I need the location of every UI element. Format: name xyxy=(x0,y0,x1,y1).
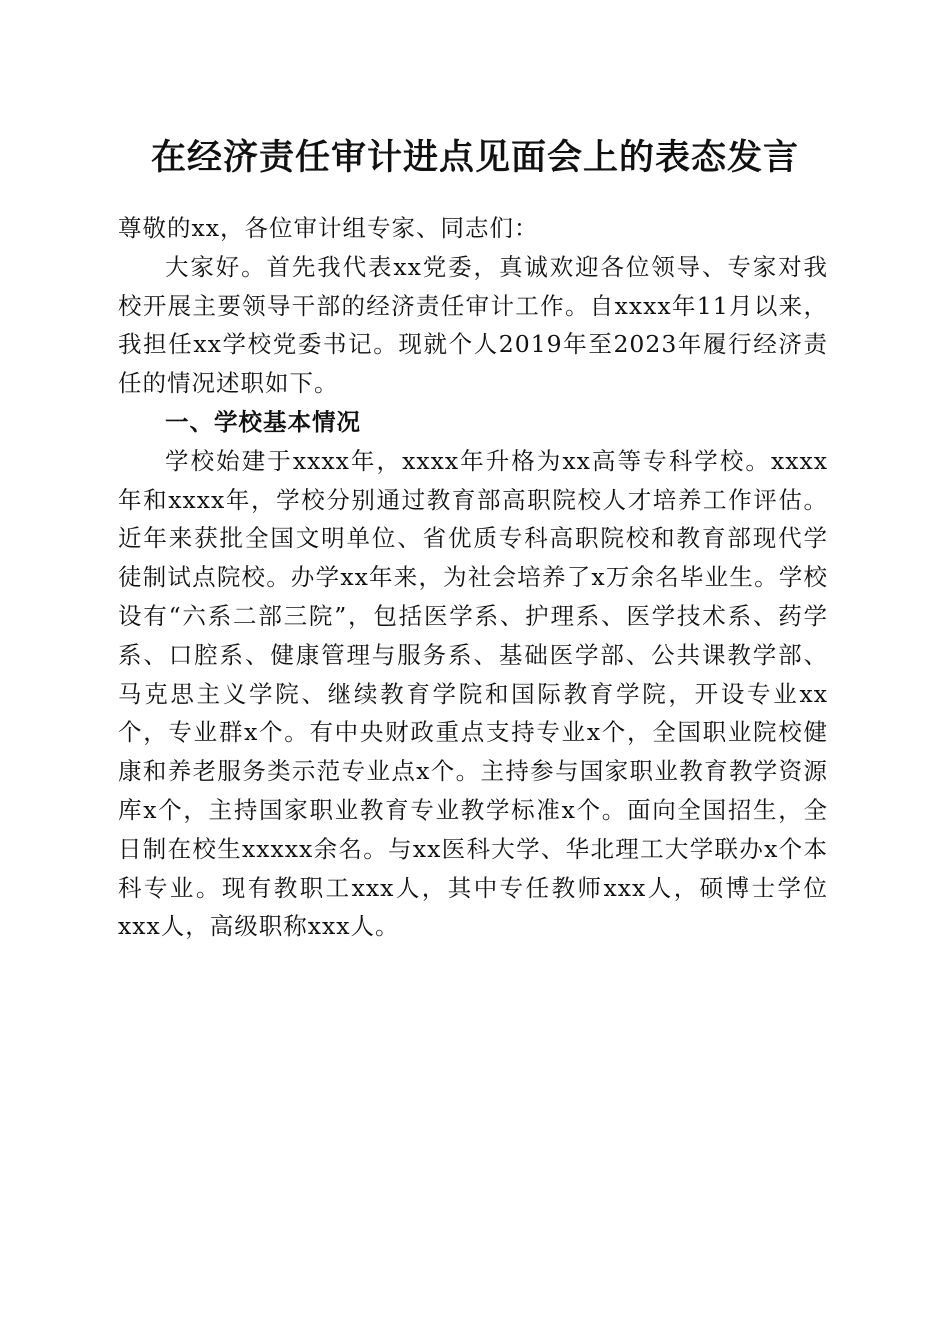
document-title: 在经济责任审计进点见面会上的表态发言 xyxy=(150,137,799,178)
section-heading: 一、学校基本情况 xyxy=(165,407,361,436)
school-overview-paragraph: 学校始建于xxxx年，xxxx年升格为xx高等专科学校。xxxx年和xxxx年，学校分别通过教育部高职院校人才培养工作评估。近年来获批全国文明单位、省优质专科高职院校和教育部现代学徒制试点院校。办学xx年来，为社会培养了x万余名毕业生。学校设有“六系二部三院”，包括医学系、护理系、医学技术系、药学系、口腔系、健康管理与服务系、基础医学部、公共课教学部、马克思主义学院、继续教育学院和国际教育学院，开设专业xx个，专业群x个。有中央财政重点支持专业x个，全国职业院校健康和养老服务类示范专业点x个。主持参与国家职业教育教学资源库x个，主持国家职业教育专业教学标准x个。面向全国招生，全日制在校生xxxxx余名。与xx医科大学、华北理工大学联办x个本科专业。现有教职工xxx人，其中专任教师xxx人，硕博士学位xxx人，高级职称xxx人。 xyxy=(118,446,828,941)
salutation: 尊敬的xx，各位审计组专家、同志们： xyxy=(118,214,539,242)
opening-paragraph: 大家好。首先我代表xx党委，真诚欢迎各位领导、专家对我校开展主要领导干部的经济责任审计工作。自xxxx年11月以来，我担任xx学校党委书记。现就个人2019年至2023年履行经济责任的情况述职如下。 xyxy=(118,252,828,398)
document-body xyxy=(118,209,828,946)
